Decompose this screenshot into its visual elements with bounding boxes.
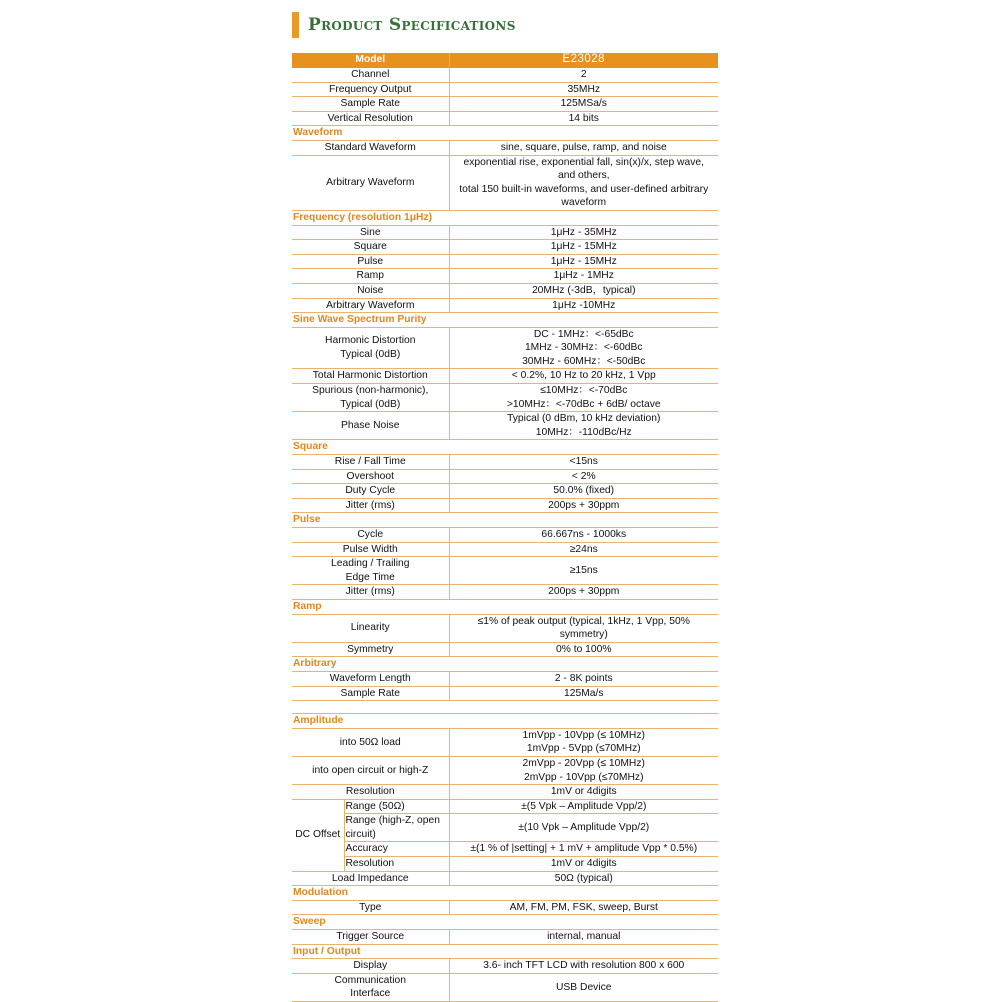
spec-row bbox=[292, 111, 718, 126]
spec-label bbox=[292, 327, 449, 369]
spec-row bbox=[292, 642, 718, 657]
spec-label: Phase Noise bbox=[292, 412, 449, 440]
table-header-row bbox=[292, 53, 718, 68]
spec-row bbox=[292, 557, 718, 585]
section-title: Sweep bbox=[292, 915, 718, 930]
spec-value: USB Device bbox=[449, 973, 718, 1001]
spec-value: 66.667ns - 1000ks bbox=[449, 528, 718, 543]
spec-label bbox=[292, 384, 449, 412]
spec-label: Sample Rate bbox=[292, 97, 449, 112]
spec-label: Type bbox=[292, 900, 449, 915]
spec-label: Linearity bbox=[292, 614, 449, 642]
spec-row bbox=[292, 900, 718, 915]
label-line: circuit) bbox=[345, 828, 376, 840]
spec-label: Frequency Output bbox=[292, 82, 449, 97]
label-line: Typical (0dB) bbox=[340, 398, 401, 410]
label-line: Interface bbox=[350, 988, 391, 1000]
spec-row bbox=[292, 842, 718, 857]
value-line: 1MHz - 30MHz：<-60dBc bbox=[524, 342, 643, 354]
dc-offset-label: DC Offset bbox=[292, 799, 344, 871]
spec-label bbox=[292, 973, 449, 1001]
spec-label: Total Harmonic Distortion bbox=[292, 369, 449, 384]
spec-value bbox=[449, 155, 718, 210]
value-line: total 150 built-in waveforms, and user-defined arbitrary bbox=[459, 183, 709, 195]
section-title: Ramp bbox=[292, 599, 718, 614]
spec-row bbox=[292, 785, 718, 800]
spec-row bbox=[292, 283, 718, 298]
spec-row bbox=[292, 412, 718, 440]
spec-value bbox=[449, 384, 718, 412]
spec-value: ±(10 Vpk – Amplitude Vpp/2) bbox=[449, 814, 718, 842]
value-line: and others, bbox=[557, 170, 610, 182]
spec-label: Rise / Fall Time bbox=[292, 455, 449, 470]
spec-label: Range (50Ω) bbox=[344, 799, 449, 814]
spec-value: 14 bits bbox=[449, 111, 718, 126]
value-line: 30MHz - 60MHz：<-50dBc bbox=[522, 355, 646, 367]
section-header bbox=[292, 714, 718, 729]
value-line: waveform bbox=[561, 197, 607, 209]
value-line: DC - 1MHz：<-65dBc bbox=[533, 328, 634, 340]
spec-row bbox=[292, 140, 718, 155]
section-header bbox=[292, 944, 718, 959]
spec-label: Trigger Source bbox=[292, 930, 449, 945]
value-line: 2mVpp - 20Vpp (≤ 10MHz) bbox=[522, 757, 645, 769]
spec-value: 3.6- inch TFT LCD with resolution 800 x 600 bbox=[449, 959, 718, 974]
spec-label: Channel bbox=[292, 68, 449, 83]
spec-value bbox=[449, 327, 718, 369]
spec-row bbox=[292, 298, 718, 313]
spec-value: ±(5 Vpk – Amplitude Vpp/2) bbox=[449, 799, 718, 814]
section-title: Arbitrary bbox=[292, 657, 718, 672]
spec-value: 2 bbox=[449, 68, 718, 83]
section-header bbox=[292, 440, 718, 455]
value-line: Typical (0 dBm, 10 kHz deviation) bbox=[507, 413, 661, 425]
spec-label: Pulse Width bbox=[292, 542, 449, 557]
section-title: Amplitude bbox=[292, 714, 718, 729]
spec-value: 125Ma/s bbox=[449, 686, 718, 701]
spacer-cell bbox=[292, 701, 718, 714]
spec-label: Waveform Length bbox=[292, 671, 449, 686]
label-line: Spurious (non-harmonic), bbox=[312, 385, 429, 397]
spec-row bbox=[292, 155, 718, 210]
value-line: 10MHz：-110dBc/Hz bbox=[535, 426, 632, 438]
section-header bbox=[292, 126, 718, 141]
spec-row bbox=[292, 857, 718, 872]
spec-row bbox=[292, 269, 718, 284]
spec-row bbox=[292, 469, 718, 484]
spec-label: Resolution bbox=[292, 785, 449, 800]
value-line: ≤1% of peak output (typical, 1kHz, 1 Vpp, 50% bbox=[477, 615, 690, 627]
label-line: Typical (0dB) bbox=[340, 349, 401, 361]
section-title: Waveform bbox=[292, 126, 718, 141]
spec-row bbox=[292, 686, 718, 701]
spec-label: Vertical Resolution bbox=[292, 111, 449, 126]
section-title: Frequency (resolution 1μHz) bbox=[292, 210, 718, 225]
spec-row bbox=[292, 614, 718, 642]
spec-label: Square bbox=[292, 240, 449, 255]
spec-value: AM, FM, PM, FSK, sweep, Burst bbox=[449, 900, 718, 915]
page-title: Product Specifications bbox=[308, 15, 516, 35]
model-label: Model bbox=[292, 53, 449, 68]
spec-value bbox=[449, 728, 718, 756]
spec-value: 1mV or 4digits bbox=[449, 785, 718, 800]
section-header bbox=[292, 915, 718, 930]
spec-table bbox=[292, 53, 718, 1002]
spec-value bbox=[449, 412, 718, 440]
label-line: Leading / Trailing bbox=[331, 558, 410, 570]
section-title: Sine Wave Spectrum Purity bbox=[292, 313, 718, 328]
spec-label: Sine bbox=[292, 225, 449, 240]
spec-value: ±(1 % of |setting| + 1 mV + amplitude Vpp * 0.5%) bbox=[449, 842, 718, 857]
spec-label: Accuracy bbox=[344, 842, 449, 857]
spec-value: 35MHz bbox=[449, 82, 718, 97]
label-line: Harmonic Distortion bbox=[325, 335, 416, 347]
spec-row bbox=[292, 68, 718, 83]
spec-row bbox=[292, 82, 718, 97]
spec-value: 200ps + 30ppm bbox=[449, 498, 718, 513]
spec-label: Resolution bbox=[344, 857, 449, 872]
spec-value bbox=[449, 614, 718, 642]
label-line: Communication bbox=[334, 974, 407, 986]
spec-label bbox=[344, 814, 449, 842]
spec-row bbox=[292, 728, 718, 756]
spec-label: Overshoot bbox=[292, 469, 449, 484]
spec-row bbox=[292, 498, 718, 513]
spec-label: Arbitrary Waveform bbox=[292, 155, 449, 210]
section-header bbox=[292, 313, 718, 328]
spec-row bbox=[292, 369, 718, 384]
spec-label: Duty Cycle bbox=[292, 484, 449, 499]
spec-row bbox=[292, 973, 718, 1001]
spec-value: 1μHz - 35MHz bbox=[449, 225, 718, 240]
spec-value: 1μHz - 15MHz bbox=[449, 240, 718, 255]
spec-label: Standard Waveform bbox=[292, 140, 449, 155]
spec-value: < 0.2%, 10 Hz to 20 kHz, 1 Vpp bbox=[449, 369, 718, 384]
section-title: Square bbox=[292, 440, 718, 455]
spec-label: Jitter (rms) bbox=[292, 498, 449, 513]
spec-value: 125MSa/s bbox=[449, 97, 718, 112]
spec-label: Pulse bbox=[292, 254, 449, 269]
value-line: ≤10MHz：<-70dBc bbox=[540, 385, 628, 397]
spec-value: 0% to 100% bbox=[449, 642, 718, 657]
spacer-row bbox=[292, 701, 718, 714]
section-header bbox=[292, 886, 718, 901]
value-line: 1mVpp - 10Vpp (≤ 10MHz) bbox=[522, 729, 645, 741]
spec-label: Symmetry bbox=[292, 642, 449, 657]
spec-row bbox=[292, 756, 718, 784]
section-title: Pulse bbox=[292, 513, 718, 528]
spec-value: internal, manual bbox=[449, 930, 718, 945]
spec-row bbox=[292, 542, 718, 557]
spec-row bbox=[292, 225, 718, 240]
section-header bbox=[292, 210, 718, 225]
spec-row bbox=[292, 814, 718, 842]
spec-label: Jitter (rms) bbox=[292, 585, 449, 600]
page-header bbox=[292, 12, 516, 38]
section-header bbox=[292, 657, 718, 672]
spec-value: ≥15ns bbox=[449, 557, 718, 585]
spec-row bbox=[292, 528, 718, 543]
spec-row bbox=[292, 327, 718, 369]
spec-row bbox=[292, 384, 718, 412]
spec-label: Display bbox=[292, 959, 449, 974]
spec-value: 200ps + 30ppm bbox=[449, 585, 718, 600]
spec-row bbox=[292, 930, 718, 945]
spec-value: ≥24ns bbox=[449, 542, 718, 557]
spec-value: <15ns bbox=[449, 455, 718, 470]
spec-row bbox=[292, 254, 718, 269]
spec-label bbox=[292, 557, 449, 585]
spec-row bbox=[292, 455, 718, 470]
spec-value: 1μHz - 15MHz bbox=[449, 254, 718, 269]
value-line: 2mVpp - 10Vpp (≤70MHz) bbox=[523, 771, 644, 783]
spec-label: Load Impedance bbox=[292, 871, 449, 886]
spec-label: Noise bbox=[292, 283, 449, 298]
spec-row bbox=[292, 484, 718, 499]
spec-label: Ramp bbox=[292, 269, 449, 284]
section-header bbox=[292, 599, 718, 614]
spec-row bbox=[292, 585, 718, 600]
section-title: Modulation bbox=[292, 886, 718, 901]
spec-row bbox=[292, 240, 718, 255]
value-line: symmetry) bbox=[559, 629, 608, 641]
label-line: Range (high-Z, open bbox=[345, 815, 440, 827]
spec-row bbox=[292, 671, 718, 686]
spec-value bbox=[449, 756, 718, 784]
spec-value: < 2% bbox=[449, 469, 718, 484]
title-accent-bar bbox=[292, 12, 299, 38]
section-header bbox=[292, 513, 718, 528]
spec-label: Cycle bbox=[292, 528, 449, 543]
spec-label: Arbitrary Waveform bbox=[292, 298, 449, 313]
spec-row bbox=[292, 799, 718, 814]
value-line: exponential rise, exponential fall, sin(x)/x, step wave, bbox=[463, 156, 704, 168]
section-title: Input / Output bbox=[292, 944, 718, 959]
spec-value: 20MHz (-3dB，typical) bbox=[449, 283, 718, 298]
spec-value: 50.0% (fixed) bbox=[449, 484, 718, 499]
value-line: 1mVpp - 5Vpp (≤70MHz) bbox=[526, 743, 641, 755]
spec-label: into 50Ω load bbox=[292, 728, 449, 756]
spec-value: 1μHz - 1MHz bbox=[449, 269, 718, 284]
model-value: E23028 bbox=[449, 53, 718, 68]
spec-value: 1mV or 4digits bbox=[449, 857, 718, 872]
spec-value: 50Ω (typical) bbox=[449, 871, 718, 886]
spec-label: Sample Rate bbox=[292, 686, 449, 701]
spec-row bbox=[292, 959, 718, 974]
spec-row bbox=[292, 97, 718, 112]
value-line: >10MHz：<-70dBc + 6dB/ octave bbox=[506, 398, 661, 410]
spec-row bbox=[292, 871, 718, 886]
spec-value: 1μHz -10MHz bbox=[449, 298, 718, 313]
spec-value: 2 - 8K points bbox=[449, 671, 718, 686]
spec-label: into open circuit or high-Z bbox=[292, 756, 449, 784]
label-line: Edge Time bbox=[345, 571, 395, 583]
spec-value: sine, square, pulse, ramp, and noise bbox=[449, 140, 718, 155]
